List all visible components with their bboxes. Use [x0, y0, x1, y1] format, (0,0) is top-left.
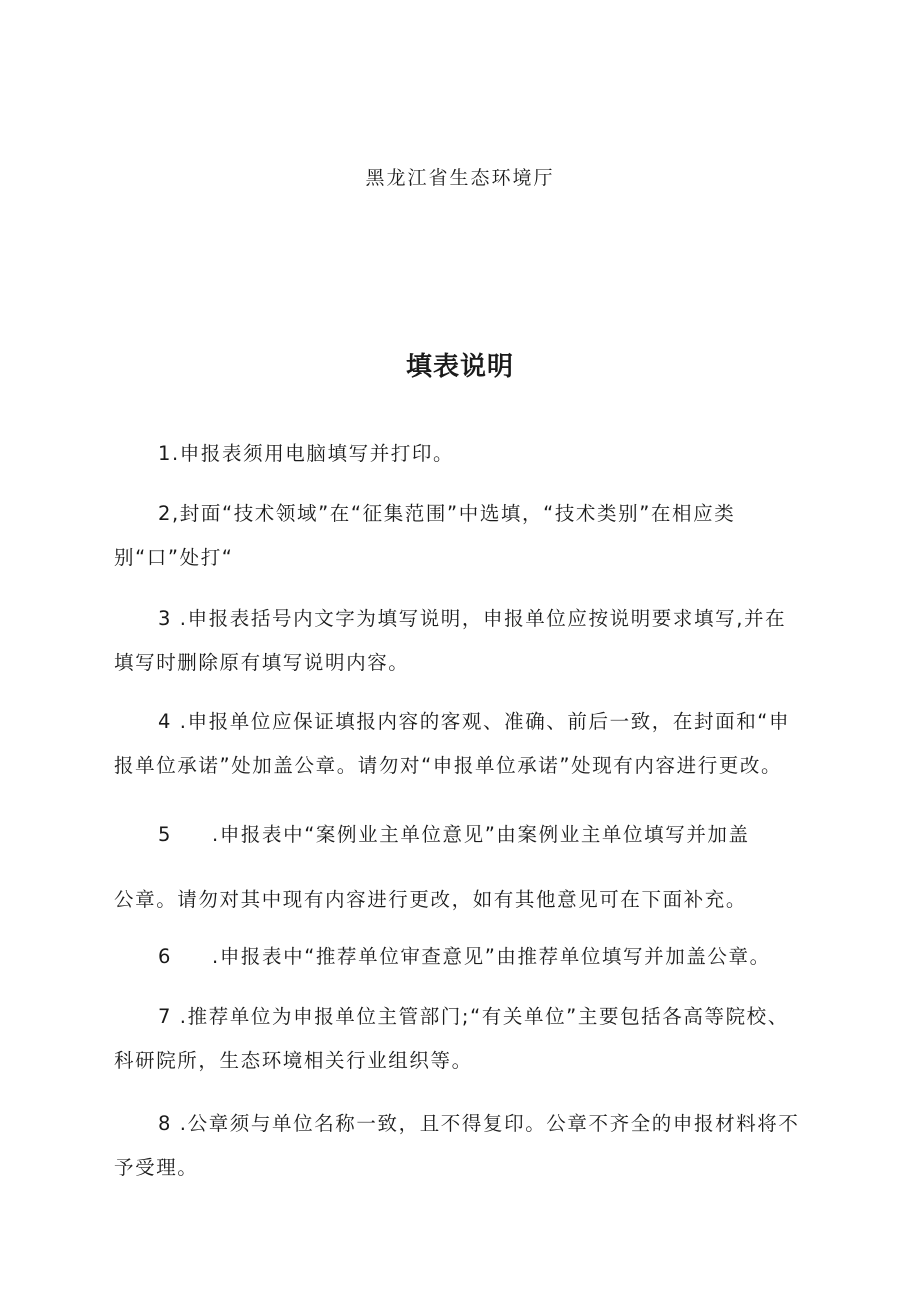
instruction-item-3 — [114, 597, 826, 685]
instruction-text: .申报表中“推荐单位审查意见”由推荐单位填写并加盖公章。 — [212, 945, 771, 968]
instruction-line: 填写时删除原有填写说明内容。 — [114, 651, 410, 674]
instruction-item-8 — [114, 1102, 826, 1190]
instruction-item-6 — [114, 935, 826, 979]
instruction-line: 报单位承诺”处加盖公章。请勿对“申报单位承诺”处现有内容进行更改。 — [114, 754, 783, 777]
instruction-line — [114, 1102, 826, 1146]
org-name: 黑龙江省生态环境厅 — [365, 167, 555, 189]
instruction-line — [114, 700, 826, 744]
instruction-text: 1.申报表须用电脑填写并打印。 — [158, 442, 455, 465]
instruction-number: 6 — [158, 945, 173, 968]
instruction-text: 4 .申报单位应保证填报内容的客观、准确、前后一致，在封面和“申 — [158, 710, 791, 733]
instruction-item-5 — [114, 813, 826, 857]
instruction-line: 予受理。 — [114, 1156, 199, 1179]
instruction-item-5-continuation — [114, 878, 826, 922]
instruction-line — [114, 597, 826, 641]
instruction-text: 8 .公章须与单位名称一致，且不得复印。公章不齐全的申报材料将不 — [158, 1112, 800, 1135]
instruction-line: 科研院所，生态环境相关行业组织等。 — [114, 1049, 473, 1072]
instruction-line: 公章。请勿对其中现有内容进行更改，如有其他意见可在下面补充。 — [114, 888, 748, 911]
instruction-line — [114, 492, 826, 536]
instruction-text: 7 .推荐单位为申报单位主管部门;“有关单位”主要包括各高等院校、 — [158, 1005, 789, 1028]
instruction-item-4 — [114, 700, 826, 788]
page-title: 填表说明 — [405, 352, 514, 382]
instruction-item-1 — [114, 432, 826, 476]
instruction-line — [114, 432, 826, 476]
instruction-item-2 — [114, 492, 826, 580]
instruction-text: 2,封面“技术领域”在“征集范围”中选填，“技术类别”在相应类 — [158, 502, 736, 525]
instruction-line — [114, 813, 826, 857]
instruction-text: .申报表中“案例业主单位意见”由案例业主单位填写并加盖 — [212, 823, 750, 846]
instruction-line — [114, 995, 826, 1039]
instruction-item-7 — [114, 995, 826, 1083]
instruction-line: 别“口”处打“ — [114, 546, 234, 569]
instruction-text: 3 .申报表括号内文字为填写说明，申报单位应按说明要求填写,并在 — [158, 607, 787, 630]
instruction-line — [114, 935, 826, 979]
instruction-number: 5 — [158, 823, 173, 846]
